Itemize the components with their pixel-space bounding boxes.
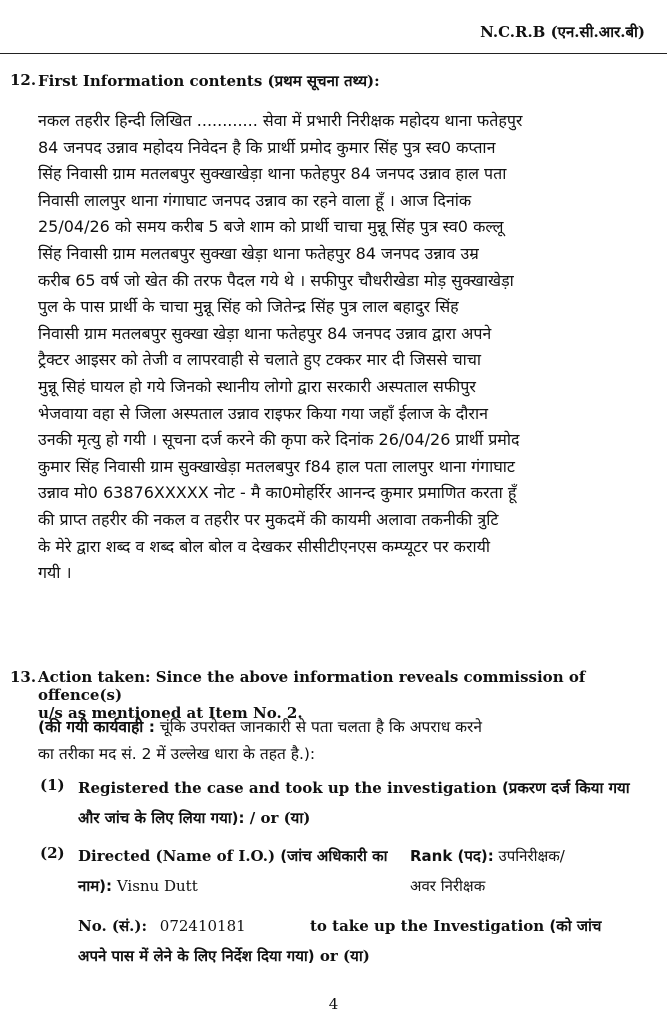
name-label: नाम): bbox=[78, 877, 113, 895]
section-13-number: 13. bbox=[10, 668, 37, 686]
narrative-line: सिंह निवासी ग्राम मतलबपुर सुक्खाखेड़ा थाना फतेहपुर 84 जनपद उन्नाव हाल पता bbox=[38, 164, 507, 184]
item-1-hindi: (प्रकरण दर्ज किया गया bbox=[501, 779, 630, 797]
io-name-block bbox=[78, 841, 408, 901]
narrative-line: कुमार सिंह निवासी ग्राम सुक्खाखेड़ा मतलबपुर f84 हाल पता लालपुर थाना गंगाघाट bbox=[38, 456, 515, 476]
narrative-line: उनकी मृत्यु हो गयी । सूचना दर्ज करने की कृपा करे दिनांक 26/04/26 प्रार्थी प्रमोद bbox=[38, 430, 520, 450]
item-1-or: / or (या) bbox=[244, 809, 311, 827]
page-number: 4 bbox=[328, 995, 339, 1013]
rank-label: Rank (पद): bbox=[410, 847, 494, 865]
fir-narrative bbox=[38, 108, 626, 587]
narrative-line: निवासी लालपुर थाना गंगाघाट जनपद उन्नाव का रहने वाला हूँ । आज दिनांक bbox=[38, 190, 472, 210]
ncrb-header: N.C.R.B (एन.सी.आर.बी) bbox=[480, 23, 645, 41]
action-taken-hindi-text: चूंकि उपरोक्त जानकारी से पता चलता है कि अपराध करने bbox=[154, 718, 482, 736]
narrative-line: करीब 65 वर्ष जो खेत की तरफ पैदल गये थे । सफीपुर चौधरीखेडा मोड़ सुक्खाखेड़ा bbox=[38, 270, 514, 290]
narrative-line: सिंह निवासी ग्राम मलतबपुर सुक्खा खेड़ा थाना फतेहपुर 84 जनपद उन्नाव उम्र bbox=[38, 243, 479, 263]
narrative-line: 25/04/26 को समय करीब 5 बजे शाम को प्रार्थी चाचा मुन्नू सिंह पुत्र स्व0 कल्लू bbox=[38, 217, 504, 237]
number-label: No. (सं.): bbox=[78, 917, 147, 935]
directed-label: Directed (Name of I.O.) bbox=[78, 847, 281, 865]
io-number-block bbox=[78, 911, 648, 971]
narrative-line: उन्नाव मो0 63876XXXXX नोट - मै का0मोहर्रिर आनन्द कुमार प्रमाणित करता हूँ bbox=[38, 483, 517, 503]
io-number: 072410181 bbox=[159, 917, 246, 935]
narrative-line: के मेरे द्वारा शब्द व शब्द बोल बोल व देखकर सीसीटीएनएस कम्प्यूटर पर करायी bbox=[38, 536, 491, 556]
item-2-number: (2) bbox=[40, 844, 65, 862]
take-up-hindi-line-2: अपने पास में लेने के लिए निर्देश दिया गया) bbox=[78, 947, 315, 965]
rank-value: उपनिरीक्षक/ bbox=[498, 847, 565, 865]
action-taken-line-1: Action taken: Since the above information reveals commission of offence(s) bbox=[38, 668, 586, 704]
io-name: Visnu Dutt bbox=[116, 877, 198, 895]
narrative-line: 84 जनपद उन्नाव महोदय निवेदन है कि प्रार्थी प्रमोद कुमार सिंह पुत्र स्व0 कप्तान bbox=[38, 137, 496, 157]
narrative-line: मुन्नू सिहं घायल हो गये जिनको स्थानीय लोगो द्वारा सरकारी अस्पताल सफीपुर bbox=[38, 376, 476, 396]
narrative-line: भेजवाया वहा से जिला अस्पताल उन्नाव राइफर किया गया जहाँ ईलाज के दौरान bbox=[38, 403, 488, 423]
action-taken-hindi-label: (की गयी कार्यवाही : bbox=[38, 718, 155, 736]
item-1-text bbox=[78, 773, 638, 833]
item-1-hindi-line-2: और जांच के लिए लिया गया): bbox=[78, 809, 245, 827]
section-12-title: First Information contents (प्रथम सूचना तथ्य): bbox=[38, 72, 380, 90]
item-1-english: Registered the case and took up the investigation bbox=[78, 779, 502, 797]
item-1-number: (1) bbox=[40, 776, 65, 794]
narrative-line: पुल के पास प्रार्थी के चाचा मुन्नू सिंह को जितेन्द्र सिंह पुत्र लाल बहादुर सिंह bbox=[38, 297, 459, 317]
narrative-line: नकल तहरीर हिन्दी लिखित ............ सेवा में प्रभारी निरीक्षक महोदय थाना फतेहपुर bbox=[38, 111, 523, 130]
action-taken-hindi bbox=[38, 714, 628, 768]
narrative-line: ट्रैक्टर आइसर को तेजी व लापरवाही से चलाते हुए टक्कर मार दी जिससे चाचा bbox=[38, 350, 482, 370]
take-up-english: to take up the Investigation bbox=[310, 917, 550, 935]
narrative-line: की प्राप्त तहरीर की नकल व तहरीर पर मुकदमें की कायमी अलावा तकनीकी त्रुटि bbox=[38, 509, 499, 529]
header-divider bbox=[0, 53, 667, 54]
narrative-line: निवासी ग्राम मतलबपुर सुक्खा खेड़ा थाना फतेहपुर 84 जनपद उन्नाव द्वारा अपने bbox=[38, 323, 492, 343]
take-up-text bbox=[310, 911, 601, 941]
rank-block bbox=[410, 841, 640, 901]
narrative-line: गयी । bbox=[38, 563, 72, 583]
rank-value-line-2: अवर निरीक्षक bbox=[410, 877, 486, 895]
action-taken-hindi-line-2: का तरीका मद सं. 2 में उल्लेख धारा के तहत है.): bbox=[38, 745, 316, 763]
directed-label-hindi: (जांच अधिकारी का bbox=[280, 847, 388, 865]
take-up-or: or (या) bbox=[314, 947, 370, 965]
action-taken-line-2: u/s as mentioned at Item No. 2. bbox=[38, 704, 303, 722]
take-up-hindi: (को जांच bbox=[549, 917, 602, 935]
section-12-number: 12. bbox=[10, 71, 37, 89]
